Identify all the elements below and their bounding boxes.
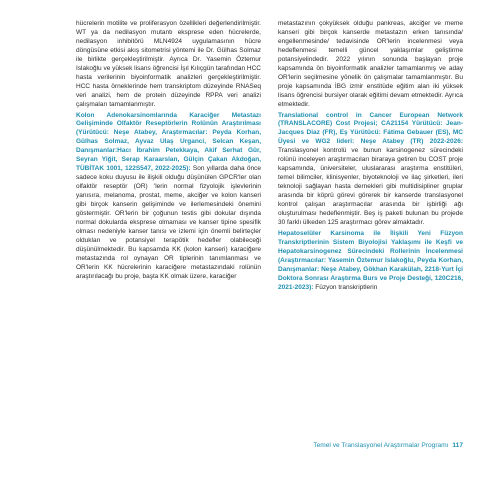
project-3-body: Translasyonel kontrolü ve bunun karsinogenez sürecindeki rolünü inceleyen araştırmacıları biraraya getiren bu COST proje kapsamında, üniversiteler, uluslararası araştırma enstitüleri, temel bilimciler, klinisyenler, biyoteknoloji ve ilaç şirketleri, ileri teknoloji sağlayan hasta dernekleri gibi multidisipliner gruplar arasında bir köprü görevi görerek bir kanserde translasyonel kontrol çalışan araştırmacılar arasında bir işbirliği ağı oluşturulması hedeflenmiştir. Beş iş paketi bulunan bu projede 30 farklı ülkeden 125 araştırmacı görev almaktadır. bbox=[278, 147, 463, 226]
project-4-heading: Hepatoselüler Karsinoma ile İlişkili Yeni Füzyon Transkriptlerinin Sistem Biyolojisi Yaklaşımı ile Keşfi ve Hepatokarsinogenez Sürecindeki Rollerinin İncelenmesi (Araştırmacılar: Yasemin Öztemur Islakoğlu, Peyda Korhan, Danışmanlar: Neşe Atabey, Gökhan Karakülah, 2218-Yurt İçi Doktora Sonrası Araştırma Burs ve Proje Desteği, 120C216, 2021-2023): bbox=[278, 229, 463, 291]
left-column bbox=[76, 20, 261, 282]
footer-title: Temel ve Translasyonel Araştırmalar Programı bbox=[313, 442, 449, 449]
left-paragraph-1: hücrelerin motilite ve proliferasyon özellikleri değerlendirilmiştir. WT ya da nedilasyon mutantı eksprese eden hücrelerde, nedilasyon inhibitörü MLN4924 uygulamasının hücre döngüsüne etkisi akış sitometrisi yöntemi ile Dr. Gülhas Solmaz ile birlikte gerçekleştirilmiştir. Ayrıca Dr. Yasemin Öztemur Islakoğlu ve yüksek lisans öğrencisi İşıl Kılıçgün tarafından HCC hasta verilerinin biyoinformatik analizleri gerçekleştirilmiştir. HCC hasta örneklerinde hem transkriptom düzeyinde RNASeq veri analizi, hem de protein düzeyinde RPPA veri analizi çalışmaları tamamlanmıştır. bbox=[76, 20, 261, 108]
page-number: 117 bbox=[452, 442, 463, 449]
project-2-paragraph bbox=[76, 112, 261, 282]
page-footer bbox=[278, 441, 463, 450]
project-4-body: Füzyon transkriptlerin bbox=[315, 283, 378, 291]
project-3-heading: Translational control in Cancer European Network (TRANSLACORE) Cost Projesi; CA21154 Yürütücü: Jean-Jacques Diaz (FR), Eş Yürütücü: Fátima Gebauer (ES), MC Üyesi ve WG2 lideri: Neşe Atabey (TR) 2022-2026: bbox=[278, 111, 463, 146]
project-2-heading: Kolon Adenokarsinomlarında Karaciğer Metastazı Gelişiminde Olfaktör Reseptörlerin Rolünün Araştırılması (Yürütücü: Neşe Atabey, Araştırmacılar: Peyda Korhan, Gülhas Solmaz, Ayvaz Ulaş Urganci, Selcan Keşan, Danışmanlar:Hacı İbrahim Petekkaya, Akif Serhat Gür, Seyran Yiğit, Serap Karaarslan, Gülçin Çakan Akdoğan, TÜBİTAK 1001, 122S547, 2022-2025): bbox=[76, 111, 261, 173]
project-2-body: Son yıllarda daha önce sadece koku duyusu ile ilişkili olduğu düşünülen GPCR'ler olan olfaktör reseptör (OR) 'lerin normal fizyolojik işlevlerinin yanısıra, melanoma, prostat, meme, akciğer ve kolon kanseri gibi birçok kanserin gelişiminde ve ilerlemesindeki önemini göstermiştir. OR'lerin bir çoğunun testis gibi dokular dışında normal dokularda eksprese olmaması ve kanser tipine spesifik olması nedeniyle kanser tanısı ve izlemi için önemli belirteçler oldukları ve potansiyel terapötik hedefler olabileceği düşünülmektedir. Bu kapsamda KK (kolon kanseri) karaciğere metastazında rol oynayan OR tiplerinin tanımlanması ve OR'lerin KK hücrelerinin karaciğere metastazındaki rolünün araştırılacağı bu proje, başta KK olmak üzere, karaciğer bbox=[76, 165, 261, 280]
right-paragraph-1: metastazının çokyüksek olduğu pankreas, akciğer ve meme kanseri gibi birçok kanserde metastazın erken tanısında/ engellenmesinde/ tedavisinde OR'lerin incelenmesi veya hedeflenmesi temelli güncel yaklaşımlar geliştirme potansiyelindedir. 2022 yılının sonunda başlayan proje kapsamında ön biyoinformatik analizler tamamlanmış ve aday OR'lerin seçilmesine yönelik ön çalışmalar tamamlanmıştır. Bu proje kapsamında İBG izmir enstitüde eğitim alan iki yüksek lisans öğrencisi bursiyer olarak eğitimi devam etmektedir. Ayrıca etmektedir. bbox=[278, 20, 463, 108]
project-3-paragraph bbox=[278, 112, 463, 228]
project-4-paragraph bbox=[278, 230, 463, 293]
right-column bbox=[278, 20, 463, 293]
